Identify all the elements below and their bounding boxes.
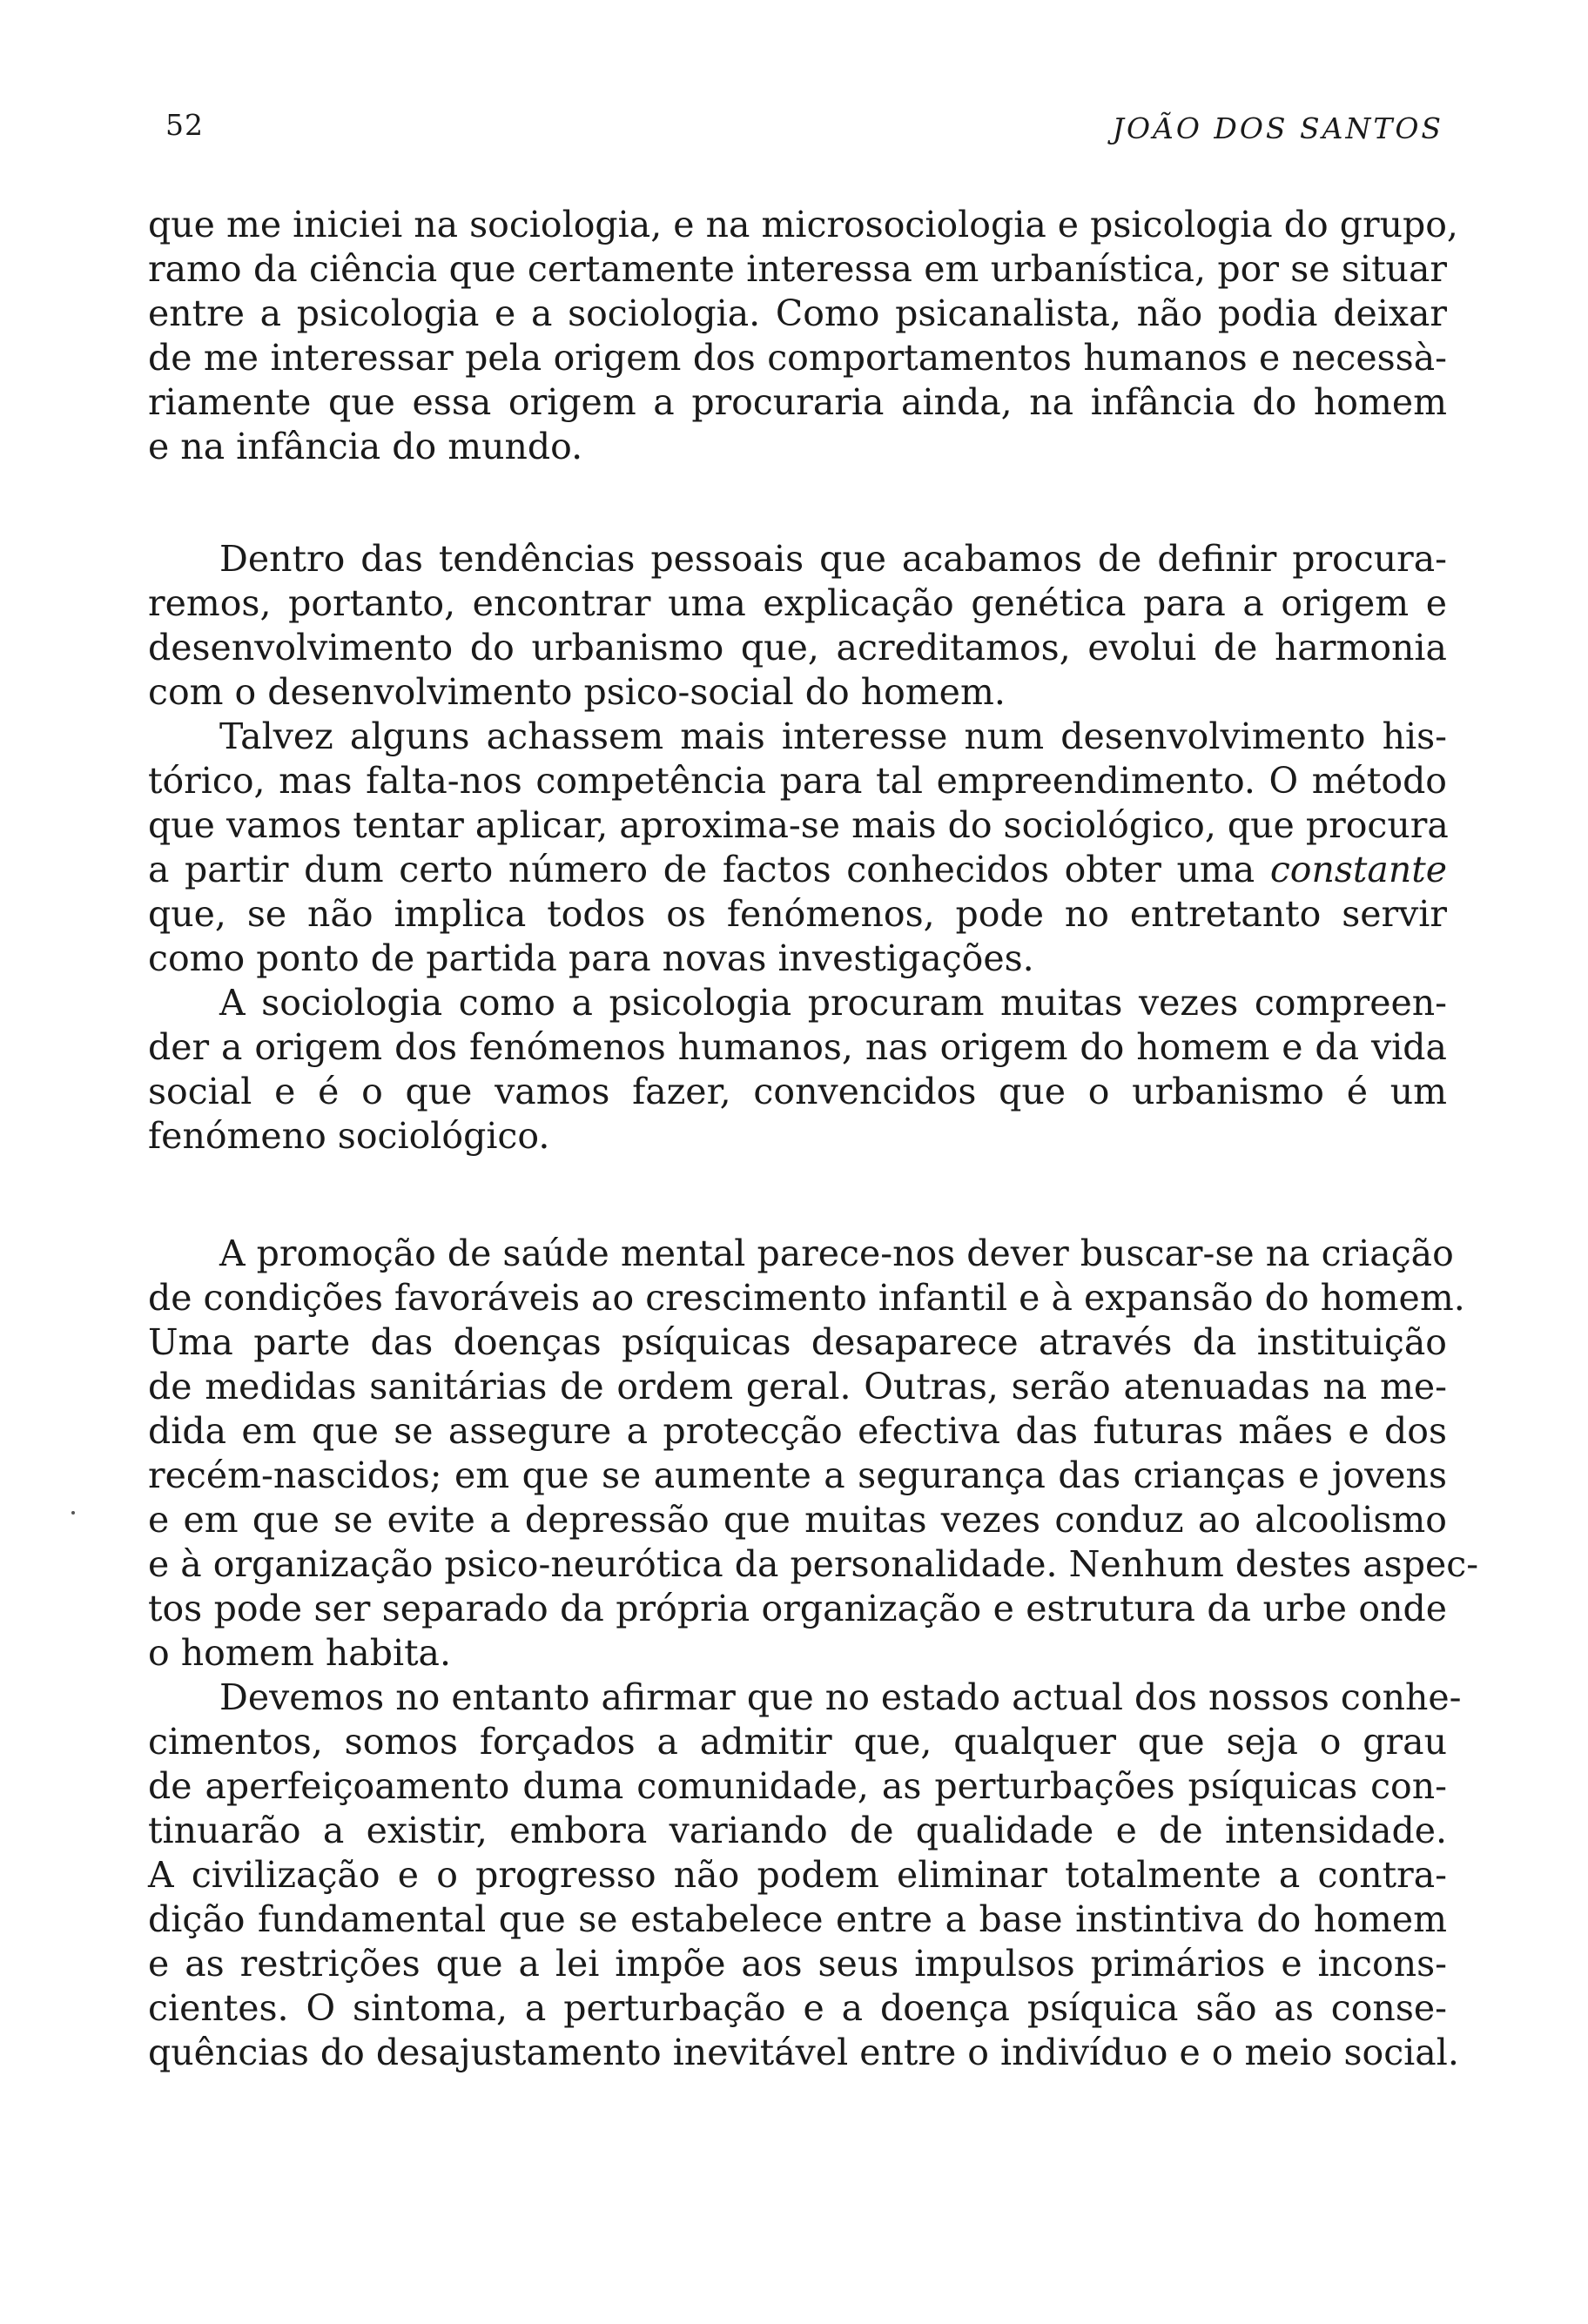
text-line: recém-nascidos; em que se aumente a segurança das crianças e jovens	[148, 1454, 1447, 1496]
text-line: desenvolvimento do urbanismo que, acreditamos, evolui de harmonia	[148, 627, 1447, 668]
text-line: e à organização psico-neurótica da personalidade. Nenhum destes aspec-	[148, 1543, 1479, 1585]
text-line: cimentos, somos forçados a admitir que, qualquer que seja o grau	[148, 1721, 1447, 1763]
text-line: tórico, mas falta-nos competência para tal empreendimento. O método	[148, 760, 1447, 802]
emphasis-word: constante	[1269, 849, 1447, 890]
text-line: de condições favoráveis ao crescimento infantil e à expansão do homem.	[148, 1277, 1465, 1319]
text-line: e na infância do mundo.	[148, 426, 583, 467]
text-line: tinuarão a existir, embora variando de qualidade e de intensidade.	[148, 1810, 1447, 1851]
text-line: como ponto de partida para novas investigações.	[148, 937, 1034, 979]
text-line: de aperfeiçoamento duma comunidade, as perturbações psíquicas con-	[148, 1765, 1447, 1807]
paragraph-2	[148, 537, 1447, 715]
text-line-with-emphasis	[148, 848, 1447, 892]
text-line: cientes. O sintoma, a perturbação e a doença psíquica são as conse-	[148, 1987, 1447, 2029]
text-line: entre a psicologia e a sociologia. Como psicanalista, não podia deixar	[148, 292, 1447, 334]
text-line: A promoção de saúde mental parece-nos dever buscar-se na criação	[219, 1233, 1454, 1274]
text-line-part: a partir dum certo número de factos conhecidos obter uma	[148, 849, 1270, 890]
page-header	[0, 103, 1588, 155]
text-line: Talvez alguns achassem mais interesse num desenvolvimento his-	[219, 715, 1447, 757]
text-line: A civilização e o progresso não podem eliminar totalmente a contra-	[148, 1854, 1447, 1896]
text-line: Devemos no entanto afirmar que no estado actual dos nossos conhe-	[219, 1676, 1462, 1718]
text-line: dição fundamental que se estabelece entre a base instintiva do homem	[148, 1898, 1447, 1940]
margin-mark	[71, 1511, 75, 1515]
running-head: JOÃO DOS SANTOS	[1112, 111, 1443, 145]
paragraph-5	[148, 1232, 1479, 1676]
text-line: der a origem dos fenómenos humanos, nas origem do homem e da vida	[148, 1026, 1447, 1068]
page-number: 52	[165, 108, 204, 142]
text-line: ramo da ciência que certamente interessa em urbanística, por se situar	[148, 248, 1447, 290]
text-line: dida em que se assegure a protecção efectiva das futuras mães e dos	[148, 1410, 1447, 1452]
text-line: de medidas sanitárias de ordem geral. Outras, serão atenuadas na me-	[148, 1366, 1447, 1407]
text-line: que vamos tentar aplicar, aproxima-se mais do sociológico, que procura	[148, 804, 1449, 846]
text-line: e as restrições que a lei impõe aos seus impulsos primários e incons-	[148, 1943, 1447, 1985]
body-text	[148, 203, 1479, 2075]
text-line: com o desenvolvimento psico-social do homem.	[148, 671, 1006, 713]
text-line: o homem habita.	[148, 1632, 452, 1674]
paragraph-3	[148, 715, 1447, 981]
text-line: quências do desajustamento inevitável entre o indivíduo e o meio social.	[148, 2032, 1459, 2073]
text-line: riamente que essa origem a procuraria ainda, na infância do homem	[148, 381, 1447, 423]
text-line: tos pode ser separado da própria organização e estrutura da urbe onde	[148, 1588, 1447, 1629]
paragraph-1	[148, 203, 1458, 469]
text-line: e em que se evite a depressão que muitas vezes conduz ao alcoolismo	[148, 1499, 1447, 1541]
text-line: Uma parte das doenças psíquicas desaparece através da instituição	[148, 1321, 1447, 1363]
paragraph-6	[148, 1676, 1462, 2075]
text-line: que me iniciei na sociologia, e na microsociologia e psicologia do grupo,	[148, 204, 1458, 245]
text-line: Dentro das tendências pessoais que acabamos de definir procura-	[219, 538, 1447, 580]
paragraph-4	[148, 981, 1447, 1159]
text-line: fenómeno sociológico.	[148, 1115, 550, 1157]
text-line: que, se não implica todos os fenómenos, pode no entretanto servir	[148, 893, 1447, 935]
text-line: social e é o que vamos fazer, convencidos que o urbanismo é um	[148, 1071, 1447, 1112]
text-line: remos, portanto, encontrar uma explicação genética para a origem e	[148, 582, 1447, 624]
text-line: de me interessar pela origem dos comportamentos humanos e necessà-	[148, 337, 1447, 379]
text-line: A sociologia como a psicologia procuram muitas vezes compreen-	[219, 982, 1447, 1024]
